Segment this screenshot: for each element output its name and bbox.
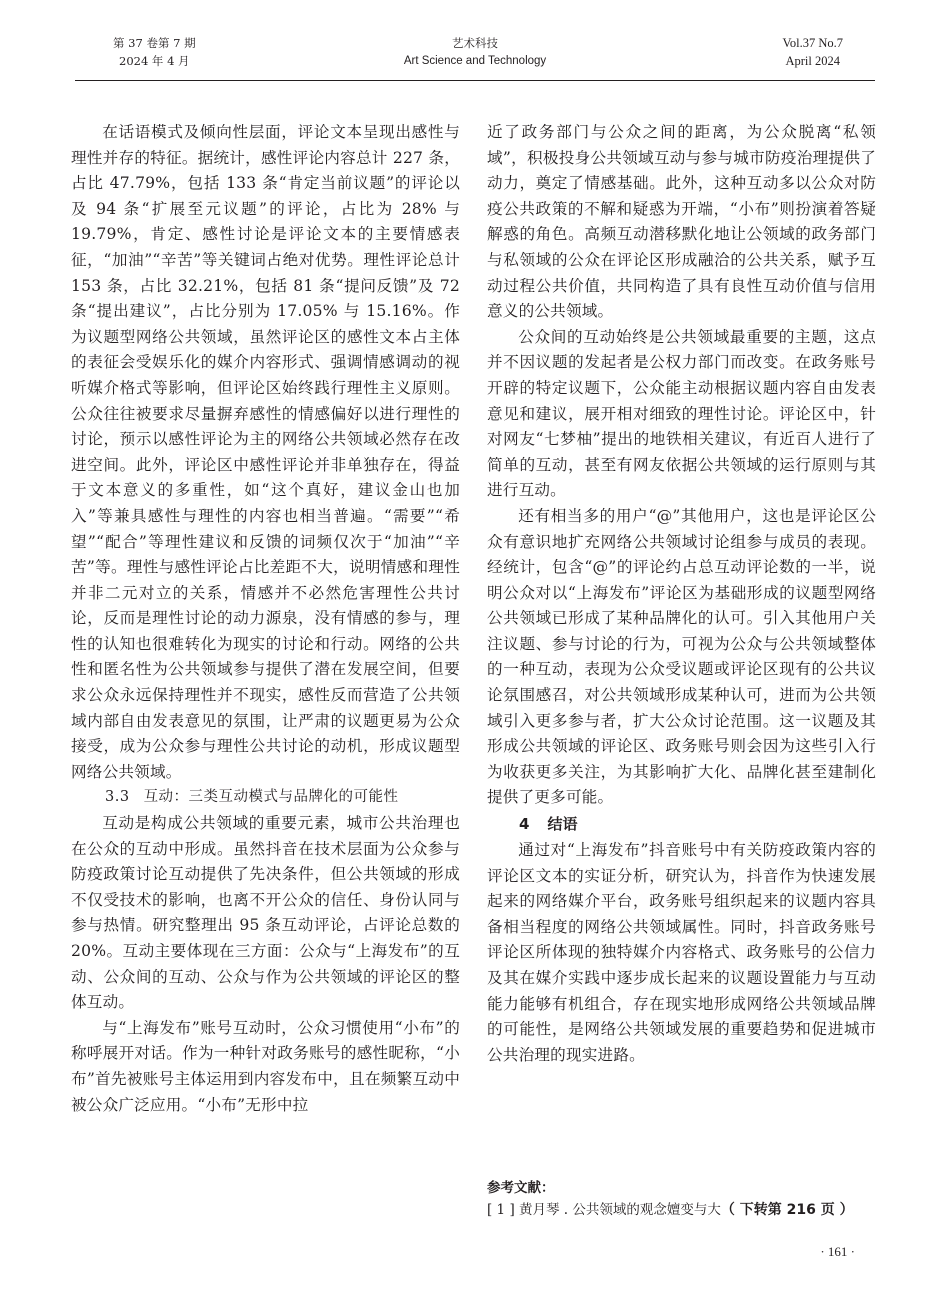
paragraph-at-mention: 还有相当多的用户“@”其他用户，这也是评论区公众有意识地扩充网络公共领域讨论组参与成员的表现。经统计，包含“@”的评论约占总互动评论数的一半，说明公众对以“上海发布”评论区为基础形成的议题型网络公共领域已形成了某种品牌化的认可。引入其他用户关注议题、参与讨论的行为，可视为公众与公共领域整体的一种互动，表现为公众受议题或评论区现有的公共议论氛围感召，对公共领域形成某种认可，进而为公共领域引入更多参与者，扩大公众讨论范围。这一议题及其形成公共领域的评论区、政务账号则会因为这些引入行为收获更多关注，为其影响扩大化、品牌化甚至建制化提供了更多可能。 — [487, 506, 876, 807]
journal-title-cn: 艺术科技 — [452, 36, 498, 50]
paragraph-xiaobu: 与“上海发布”账号互动时，公众习惯使用“小布”的称呼展开对话。作为一种针对政务账号的感性昵称，“小布”首先被账号主体运用到内容发布中，且在频繁互动中被公众广泛应用。“小布”无形中拉 — [71, 1018, 460, 1114]
paragraph-discourse-mode: 在话语模式及倾向性层面，评论文本呈现出感性与理性并存的特征。据统计，感性评论内容总计 227 条，占比 47.79%，包括 133 条“肯定当前议题”的评论以及 94 条“扩展至元议题”的评论，占比为 28% 与 19.79%，肯定、感性讨论是评论文本的主要情感表征，“加油”“辛苦”等关键词占绝对优势。理性评论总计 153 条，占比 32.21%，包括 81 条“提问反馈”及 72 条“提出建议”，占比分别为 17.05% 与 15.16%。作为议题型网络公共领域，虽然评论区的感性文本占主体的表征会受娱乐化的媒介内容形式、强调情感调动的视听媒介格式等影响，但评论区始终践行理性主义原则。公众往往被要求尽量摒弃感性的情感偏好以进行理性的讨论，预示以感性评论为主的网络公共领域必然存在改进空间。此外，评论区中感性评论并非单独存在，得益于文本意义的多重性，如“这个真好，建议金山也加入”等兼具感性与理性的内容也相当普遍。“需要”“希望”“配合”等理性建议和反馈的词频仅次于“加油”“辛苦”等。理性与感性评论占比差距不大，说明情感和理性并非二元对立的关系，情感并不必然危害理性公共讨论，反而是理性讨论的动力源泉，没有情感的参与，理性的认知也很难转化为现实的讨论和行动。网络的公共性和匿名性为公共领域参与提供了潜在发展空间，但要求公众永远保持理性并不现实，感性反而营造了公共领域内部自由发表意见的氛围，让严肃的议题更易为公众接受，成为公众参与理性公共讨论的动机，形成议题型网络公共领域。 — [71, 123, 460, 781]
references — [487, 1177, 882, 1221]
section-heading-4 — [487, 811, 876, 838]
page-number: · 161 · — [820, 1244, 855, 1259]
section-heading-3-3 — [71, 785, 460, 811]
header-journal — [75, 34, 875, 70]
paragraph-interaction: 互动是构成公共领域的重要元素，城市公共治理也在公众的互动中形成。虽然抖音在技术层面为公众参与防疫政策讨论互动提供了先决条件，但公共领域的形成不仅受技术的影响，也离不开公众的信任、身份认同与参与热情。研究整理出 95 条互动评论，占评论总数的 20%。互动主要体现在三方面：公众与“上海发布”的互动、公众间的互动、公众与作为公共领域的评论区的整体互动。 — [71, 814, 460, 1012]
paragraph-continued: 近了政务部门与公众之间的距离，为公众脱离“私领域”，积极投身公共领域互动与参与城市防疫治理提供了动力，奠定了情感基础。此外，这种互动多以公众对防疫公共政策的不解和疑惑为开端，“小布”则扮演着答疑解惑的角色。高频互动潜移默化地让公领域的政务部门与私领域的公众在评论区形成融洽的公共关系，赋予互动过程公共价值，共同构造了具有良性互动价值与信用意义的公共领域。 — [487, 123, 876, 321]
section-title: 互动：三类互动模式与品牌化的可能性 — [143, 789, 399, 806]
section-title: 结语 — [547, 815, 578, 834]
right-column — [487, 120, 876, 1068]
header-date: 2024 年 4 月 — [119, 54, 190, 68]
reference-text: [ 1 ] 黄月琴 . 公共领域的观念嬗变与大 — [487, 1202, 721, 1218]
paragraph-conclusion: 通过对“上海发布”抖音账号中有关防疫政策内容的评论区文本的实证分析，研究认为，抖音作为快速发展起来的网络媒介平台，政务账号组织起来的议题内容具备相当程度的网络公共领域属性。同时，抖音政务账号评论区所体现的独特媒介内容格式、政务账号的公信力及其在媒介实践中逐步成长起来的议题设置能力与互动能力能够有机组合，存在现实地形成网络公共领域品牌的可能性，是网络公共领域发展的重要趋势和促进城市公共治理的现实进路。 — [487, 841, 876, 1064]
header-volume-en: Vol.37 No.7 — [782, 36, 843, 50]
section-number: 3.3 — [105, 789, 130, 806]
header-issue-en — [782, 34, 843, 70]
continued-note: （ 下转第 216 页 ） — [720, 1202, 854, 1218]
reference-item — [487, 1199, 882, 1221]
references-title: 参考文献： — [487, 1180, 555, 1196]
header-volume: 第 37 卷第 7 期 — [113, 36, 196, 50]
paragraph-public-interaction: 公众间的互动始终是公共领域最重要的主题，这点并不因议题的发起者是公权力部门而改变。在政务账号开辟的特定议题下，公众能主动根据议题内容自由发表意见和建议，展开相对细致的理性讨论。评论区中，针对网友“七梦柚”提出的地铁相关建议，有近百人进行了简单的互动，甚至有网友依据公共领域的运行原则与其进行互动。 — [487, 327, 876, 500]
page-header — [75, 34, 875, 81]
journal-title-en: Art Science and Technology — [403, 55, 547, 67]
left-column — [71, 120, 460, 1118]
header-date-en: April 2024 — [785, 54, 840, 68]
section-number: 4 — [519, 815, 530, 834]
